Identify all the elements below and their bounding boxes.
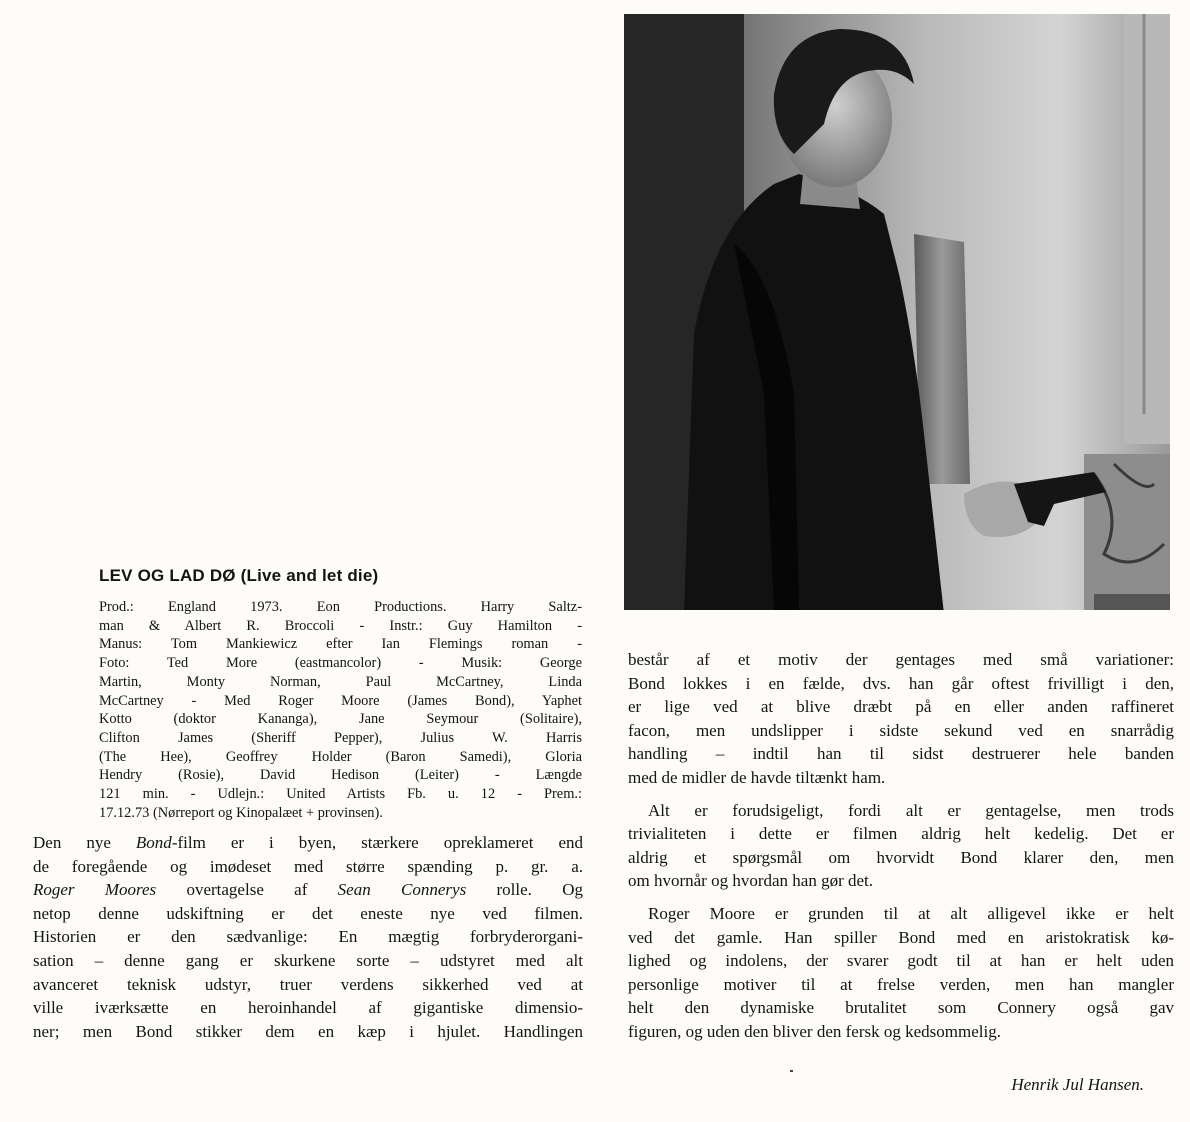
body-line: facon, men undslipper i sidste sekund ved en snarrådig — [628, 720, 1174, 740]
text-run: overtagelse af — [156, 880, 338, 900]
text-run: -film er i byen, stærkere opreklameret end — [171, 833, 583, 852]
body-line: helt den dynamiske brutalitet som Connery også gav — [628, 998, 1174, 1018]
text-run-italic: Bond — [135, 833, 172, 852]
article-title: LEV OG LAD DØ (Live and let die) — [99, 566, 379, 585]
credits-line: 17.12.73 (Nørreport og Kinopalæet + provinsen). — [99, 804, 383, 821]
body-line: aldrig et spørgsmål om hvorvidt Bond klarer den, men — [628, 847, 1174, 867]
paragraph — [628, 799, 1174, 893]
body-line: handling – indtil han til sidst destruerer hele banden — [628, 744, 1174, 764]
author-signature: Henrik Jul Hansen. — [1011, 1075, 1144, 1094]
body-line: trivialiteten i dette er filmen aldrig helt kedelig. Det er — [628, 824, 1174, 844]
body-line: Alt er forudsigeligt, fordi alt er gentagelse, men trods — [648, 800, 1174, 820]
body-line: ner; men Bond stikker dem en kæp i hjulet. Handlingen — [33, 1021, 583, 1041]
text-run: rolle. Og — [466, 880, 583, 900]
credits-block — [99, 598, 582, 822]
body-line: med de midler de havde tiltænkt ham. — [628, 767, 886, 787]
credits-line: Hendry (Rosie), David Hedison (Leiter) - Længde — [99, 767, 582, 784]
body-line: personlige motiver til at frelse verden, men han mangler — [628, 974, 1174, 994]
left-column-text — [33, 831, 583, 1043]
body-line: Bond lokkes i en fælde, dvs. han går oftest frivilligt i den, — [628, 673, 1174, 693]
body-line: ved det gamle. Han spiller Bond med en aristokratisk kø- — [628, 927, 1174, 947]
credits-line: Manus: Tom Mankiewicz efter Ian Flemings roman - — [99, 636, 582, 653]
film-still-illustration — [624, 14, 1170, 610]
body-line: lighed og indolens, der svarer godt til at han er helt uden — [628, 951, 1174, 971]
paragraph-gap — [628, 790, 1174, 799]
body-line: sation – denne gang er skurkene sorte – udstyret med alt — [33, 950, 583, 970]
credits-line: Foto: Ted More (eastmancolor) - Musik: George — [99, 655, 582, 672]
body-line — [33, 878, 583, 902]
body-line: figuren, og uden den bliver den fersk og kedsommelig. — [628, 1021, 1001, 1041]
credits-line: Kotto (doktor Kananga), Jane Seymour (Solitaire), — [99, 711, 582, 728]
credits-line: 121 min. - Udlejn.: United Artists Fb. u. 12 - Prem.: — [99, 786, 582, 803]
credits-line: man & Albert R. Broccoli - Instr.: Guy Hamilton - — [99, 617, 582, 634]
credits-line: McCartney - Med Roger Moore (James Bond), Yaphet — [99, 692, 582, 709]
credits-line: Prod.: England 1973. Eon Productions. Harry Saltz- — [99, 599, 582, 615]
paragraph — [628, 902, 1174, 1044]
text-run-italic: Sean Connerys — [337, 880, 467, 900]
credits-line: Martin, Monty Norman, Paul McCartney, Linda — [99, 673, 582, 690]
text-run: Den nye — [33, 833, 136, 852]
body-line: avanceret teknisk udstyr, truer verdens sikkerhed ved at — [33, 974, 583, 994]
paragraph-gap — [628, 893, 1174, 902]
film-still-photo — [624, 14, 1170, 610]
body-line: de foregående og imødeset med større spænding p. gr. a. — [33, 856, 583, 876]
right-column-text — [628, 648, 1174, 1044]
body-line: Roger Moore er grunden til at alt alligevel ikke er helt — [648, 903, 1174, 923]
body-line: består af et motiv der gentages med små variationer: — [628, 650, 1174, 669]
text-run-italic: Roger Moores — [33, 880, 157, 900]
print-mark — [790, 1070, 793, 1072]
credits-line: (The Hee), Geoffrey Holder (Baron Samedi), Gloria — [99, 748, 582, 765]
body-line — [33, 831, 583, 855]
paragraph — [628, 648, 1174, 790]
body-line: er lige ved at blive dræbt på en eller anden raffineret — [628, 697, 1174, 717]
body-line: netop denne udskiftning er det eneste nye ved filmen. — [33, 903, 583, 923]
credits-line: Clifton James (Sheriff Pepper), Julius W. Harris — [99, 729, 582, 746]
body-line: ville iværksætte en heroinhandel af gigantiske dimensio- — [33, 998, 583, 1018]
body-line: Historien er den sædvanlige: En mægtig forbryderorgani- — [33, 927, 583, 947]
body-line: om hvornår og hvordan han gør det. — [628, 871, 874, 891]
